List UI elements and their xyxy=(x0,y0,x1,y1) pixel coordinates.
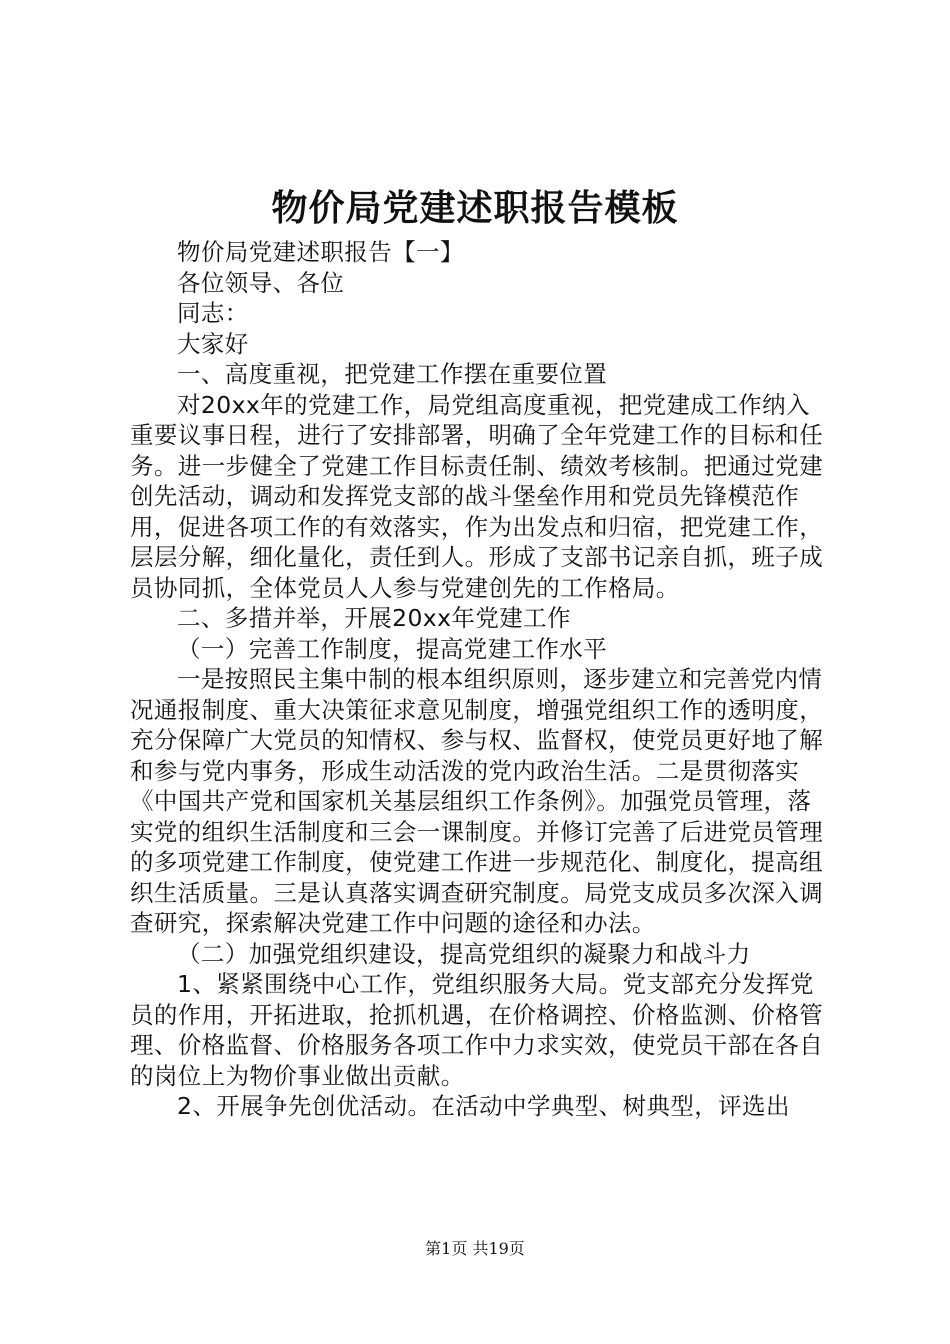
section-heading-1: 一、高度重视，把党建工作摆在重要位置 xyxy=(177,360,608,388)
document-body xyxy=(130,237,830,1122)
subsection-heading-2: （二）加强党组织建设，提高党组织的凝聚力和战斗力 xyxy=(177,939,751,968)
paragraph-section-1: 对20xx年的党建工作，局党组高度重视，把党建成工作纳入重要议事日程，进行了安排部署，明确了全年党建工作的目标和任务。进一步健全了党建工作目标责任制、绩效考核制。把通过党建创先活动，调动和发挥党支部的战斗堡垒作用和党员先锋模范作用，促进各项工作的有效落实，作为出发点和归宿，把党建工作，层层分解，细化量化，责任到人。形成了支部书记亲自抓，班子成员协同抓，全体党员人人参与党建创先的工作格局。 xyxy=(130,390,824,602)
section-heading-2: 二、多措并举，开展20xx年党建工作 xyxy=(177,604,571,632)
greeting: 大家好 xyxy=(177,329,249,358)
salutation-line-1: 各位领导、各位 xyxy=(177,268,345,297)
report-subtitle: 物价局党建述职报告【一】 xyxy=(177,238,464,266)
paragraph-item-1: 1、紧紧围绕中心工作，党组织服务大局。党支部充分发挥党员的作用，开拓进取，抢抓机遇，在价格调控、价格监测、价格管理、价格监督、价格服务各项工作中力求实效，使党员干部在各自的岗位上为物价事业做出贡献。 xyxy=(130,970,824,1090)
document-title: 物价局党建述职报告模板 xyxy=(271,187,679,229)
page-number-footer: 第1页 共19页 xyxy=(425,1239,525,1258)
paragraph-subsection-1: 一是按照民主集中制的根本组织原则，逐步建立和完善党内情况通报制度、重大决策征求意见制度，增强党组织工作的透明度，充分保障广大党员的知情权、参与权、监督权，使党员更好地了解和参与党内事务，形成生动活泼的党内政治生活。二是贯彻落实《中国共产党和国家机关基层组织工作条例》。加强党员管理，落实党的组织生活制度和三会一课制度。并修订完善了后进党员管理的多项党建工作制度，使党建工作进一步规范化、制度化，提高组织生活质量。三是认真落实调查研究制度。局党支成员多次深入调查研究，探索解决党建工作中问题的途径和办法。 xyxy=(130,665,824,937)
salutation-line-2: 同志： xyxy=(177,299,249,327)
paragraph-item-2: 2、开展争先创优活动。在活动中学典型、树典型，评选出 xyxy=(177,1092,790,1120)
subsection-heading-1: （一）完善工作制度，提高党建工作水平 xyxy=(177,634,608,663)
